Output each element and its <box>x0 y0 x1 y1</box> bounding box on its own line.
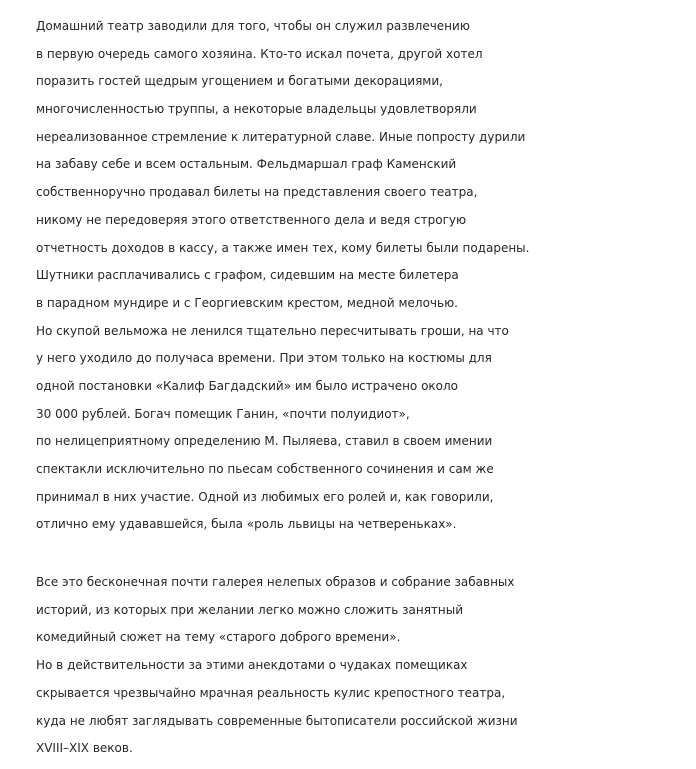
text-line: Все это бесконечная почти галерея нелепых образов и собрание забавных <box>36 575 515 590</box>
text-line: отчетность доходов в кассу, а также имен тех, кому билеты были подарены. <box>36 240 530 255</box>
text-line: никому не передоверяя этого ответственного дела и ведя строгую <box>36 212 467 227</box>
paragraph-1 <box>36 13 696 539</box>
text-line: скрывается чрезвычайно мрачная реальность кулис крепостного театра, <box>36 685 506 700</box>
text-line: Но скупой вельможа не ленился тщательно пересчитывать гроши, на что <box>36 323 509 338</box>
text-line: Шутники расплачивались с графом, сидевшим на месте билетера <box>36 268 459 283</box>
text-line: куда не любят заглядывать современные бытописатели российской жизни <box>36 713 518 728</box>
text-line: XVIII–XIX веков. <box>36 741 133 756</box>
paragraph-2 <box>36 569 696 763</box>
text-line: комедийный сюжет на тему «старого доброго времени». <box>36 630 401 645</box>
text-line: одной постановки «Калиф Багдадский» им было истрачено около <box>36 378 459 393</box>
text-line: по нелицеприятному определению М. Пыляева, ставил в своем имении <box>36 434 493 449</box>
text-line: у него уходило до получаса времени. При этом только на костюмы для <box>36 351 492 366</box>
text-line: нереализованное стремление к литературной славе. Иные попросту дурили <box>36 129 526 144</box>
text-line: Домашний театр заводили для того, чтобы он служил развлечению <box>36 19 470 33</box>
text-line: отлично ему удававшейся, была «роль львицы на четвереньках». <box>36 517 457 532</box>
text-line: 30 000 рублей. Богач помещик Ганин, «почти полуидиот», <box>36 406 410 421</box>
text-line: спектакли исключительно по пьесам собственного сочинения и сам же <box>36 462 494 476</box>
text-line: в первую очередь самого хозяина. Кто-то искал почета, другой хотел <box>36 46 483 61</box>
text-line: в парадном мундире и с Георгиевским крестом, медной мелочью. <box>36 295 458 310</box>
text-line: историй, из которых при желании легко можно сложить занятный <box>36 602 464 617</box>
text-line: собственноручно продавал билеты на представления своего театра, <box>36 185 478 200</box>
text-line: поразить гостей щедрым угощением и богатыми декорациями, <box>36 74 443 89</box>
text-line: Но в действительности за этими анекдотами о чудаках помещиках <box>36 658 468 673</box>
text-line: многочисленностью труппы, а некоторые владельцы удовлетворяли <box>36 102 477 117</box>
text-line: на забаву себе и всем остальным. Фельдмаршал граф Каменский <box>36 157 457 172</box>
text-line: принимал в них участие. Одной из любимых его ролей и, как говорили, <box>36 489 494 504</box>
